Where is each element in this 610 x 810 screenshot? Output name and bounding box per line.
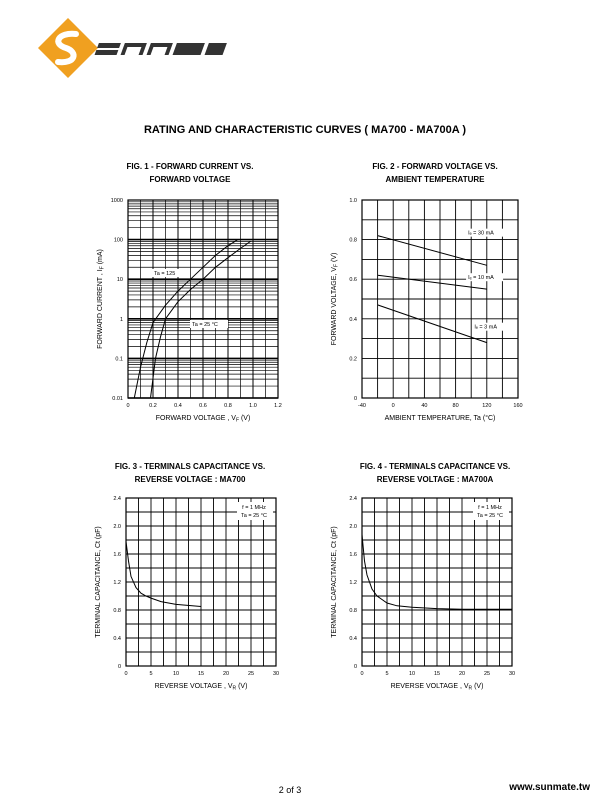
y-tick-label: 0.8 [349,237,357,244]
y-axis-label-main: TERMINAL CAPACITANCE, Ct (pF) [95,526,102,638]
fig1-chart [97,198,282,424]
y-tick-label: 2.4 [349,496,357,502]
x-axis-label [391,683,484,692]
x-axis-label [155,683,248,692]
x-tick-label: 25 [483,671,491,677]
x-tick-label: 10 [408,671,416,677]
y-tick-label: 0.4 [349,316,357,323]
x-tick-label: 15 [197,671,205,677]
x-tick-label: 1.0 [249,403,257,409]
y-tick-label: 2.0 [113,524,121,530]
series-label: Ta = 125 [154,271,176,277]
y-tick-label: 10 [116,277,123,284]
x-axis-label-sub: R [232,685,237,692]
series-line [378,236,487,266]
series-line [378,305,487,343]
y-axis-label [95,526,102,638]
y-tick-label: 1.2 [349,580,357,586]
legend-text: Ta = 25 °C [477,513,503,519]
y-tick-label: 2.4 [113,496,121,502]
fig4-title-line2: REVERSE VOLTAGE : MA700A [376,475,494,484]
x-tick-label: 20 [222,671,230,677]
y-axis-label-unit: (V) [331,252,338,264]
y-tick-label: 0.4 [349,636,357,642]
x-tick-label: 120 [482,403,492,409]
y-axis-label-main: TERMINAL CAPACITANCE, Ct (pF) [331,526,338,638]
y-tick-label: 0.6 [349,277,357,284]
legend-text: f = 1 MHz [478,505,502,511]
x-tick-label: -40 [358,403,366,409]
y-axis-label [331,526,338,638]
x-tick-label: 30 [272,671,280,677]
x-axis-label [385,414,496,422]
y-axis-label-main: FORWARD VOLTAGE, V [331,267,338,346]
fig4-title-line1: FIG. 4 - TERMINALS CAPACITANCE VS. [359,462,511,471]
y-tick-label: 1000 [110,198,123,204]
fig3-title-line2: REVERSE VOLTAGE : MA700 [134,475,246,484]
x-tick-label: 0 [391,403,395,409]
y-tick-label: 0.2 [349,356,357,363]
legend-text: Ta = 25 °C [241,513,267,519]
page-number: 2 of 3 [278,785,302,795]
x-tick-label: 0.8 [224,403,232,409]
x-tick-label: 25 [247,671,255,677]
series-label: Iₑ = 30 mA [468,230,494,237]
x-tick-label: 0.2 [149,403,157,409]
y-tick-label: 1 [119,316,123,323]
x-tick-label: 160 [513,403,523,409]
x-tick-label: 30 [508,671,516,677]
page-title: RATING AND CHARACTERISTIC CURVES ( MA700 - MA700A ) [143,124,467,136]
x-tick-label: 40 [421,403,428,409]
x-axis-label [156,415,251,424]
y-tick-label: 100 [113,237,123,244]
x-tick-label: 1.2 [274,403,282,409]
y-tick-label: 1.6 [113,552,121,558]
y-tick-label: 1.2 [113,580,121,586]
fig2-title-line2: AMBIENT TEMPERATURE [385,175,485,184]
y-axis-label-sub: F [99,266,106,270]
y-tick-label: 0.4 [113,636,121,642]
legend-text: f = 1 MHz [242,505,266,511]
y-tick-label: 0 [353,664,357,670]
x-tick-label: 20 [458,671,466,677]
x-tick-label: 15 [433,671,441,677]
x-tick-label: 5 [149,671,153,677]
y-tick-label: 1.0 [349,198,357,204]
fig2-chart [331,198,523,422]
x-axis-label-main: REVERSE VOLTAGE , V [390,683,469,690]
x-tick-label: 10 [172,671,180,677]
fig1-title-line1: FIG. 1 - FORWARD CURRENT VS. [126,162,254,171]
series-label: Iₑ = 3 mA [474,324,498,331]
x-axis-label-unit: (V) [472,683,484,690]
x-axis-label-sub: F [235,417,240,424]
x-tick-label: 0 [124,671,128,677]
x-axis-label-main: FORWARD VOLTAGE , V [155,415,236,422]
x-tick-label: 0 [360,671,364,677]
x-tick-label: 0 [126,403,130,409]
x-axis-label-unit: (V) [236,683,248,690]
y-tick-label: 0.8 [349,608,357,614]
fig1-title-line2: FORWARD VOLTAGE [149,175,231,184]
x-axis-label-main: REVERSE VOLTAGE , V [154,683,233,690]
x-axis-label-unit: (V) [239,415,251,422]
y-tick-label: 0.1 [115,356,123,363]
website-link[interactable]: www.sunmate.tw [509,782,590,793]
x-tick-label: 0.4 [174,403,182,409]
x-axis-label-main: AMBIENT TEMPERATURE, Ta (°C) [384,415,496,422]
y-tick-label: 0 [117,664,121,670]
x-tick-label: 80 [452,403,459,409]
fig2-title-line1: FIG. 2 - FORWARD VOLTAGE VS. [372,162,498,171]
y-tick-label: 2.0 [349,524,357,530]
series-label: Iₑ = 10 mA [468,275,494,282]
y-axis-label-main: FORWARD CURRENT , I [97,269,104,349]
y-tick-label: 1.6 [349,552,357,558]
series-label: Ta = 25 °C [192,322,218,328]
x-tick-label: 0.6 [199,403,207,409]
fig3-title-line1: FIG. 3 - TERMINALS CAPACITANCE VS. [114,462,266,471]
fig4-chart [331,496,515,692]
y-tick-label: 0.8 [113,608,121,614]
y-axis-label-unit: (mA) [97,249,104,267]
x-tick-label: 5 [385,671,389,677]
y-axis-label [97,249,106,349]
y-axis-label-sub: F [333,263,340,268]
y-tick-label: 0.01 [112,396,123,402]
y-axis-label [331,253,340,346]
x-axis-label-sub: R [468,685,473,692]
y-tick-label: 0 [353,396,357,402]
fig3-chart [95,496,279,692]
